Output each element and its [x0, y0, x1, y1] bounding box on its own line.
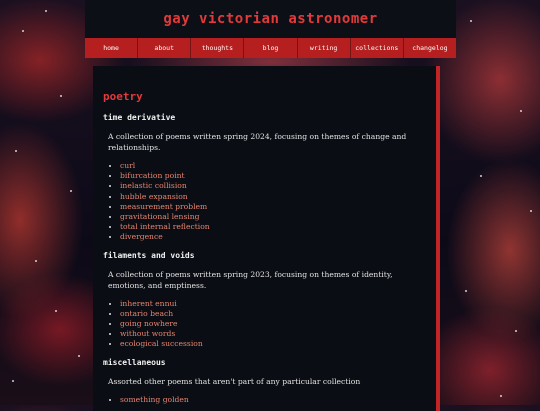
poem-link[interactable]: gravitational lensing [120, 212, 200, 222]
nav-writing[interactable]: writing [298, 38, 351, 58]
list-item [120, 232, 426, 242]
poem-link[interactable]: ecological succession [120, 339, 203, 349]
site-title[interactable]: gay victorian astronomer [163, 11, 378, 27]
list-item [120, 339, 426, 349]
main-nav [85, 38, 456, 58]
list-item [120, 222, 426, 232]
section-heading: miscellaneous [103, 357, 166, 367]
poem-link[interactable]: measurement problem [120, 201, 208, 211]
poem-link[interactable]: hubble expansion [120, 191, 188, 201]
section-heading: time derivative [103, 113, 176, 122]
poem-list [103, 161, 426, 243]
poem-link[interactable]: total internal reflection [120, 222, 210, 232]
section-description: Assorted other poems that aren't part of any particular collection [108, 376, 361, 386]
list-item [120, 212, 426, 222]
list-item [120, 192, 426, 202]
poem-link[interactable]: curl [120, 161, 136, 170]
nav-blog[interactable]: blog [244, 38, 297, 58]
list-item [120, 171, 426, 181]
list-item [120, 299, 426, 309]
nav-thoughts[interactable]: thoughts [191, 38, 244, 58]
poem-list [103, 395, 426, 405]
page-title: poetry [103, 90, 143, 103]
content-panel [93, 66, 440, 411]
poem-link[interactable]: divergence [120, 232, 163, 242]
list-item [120, 309, 426, 319]
poem-link[interactable]: ontario beach [120, 308, 174, 318]
list-item [120, 202, 426, 212]
list-item [120, 319, 426, 329]
nav-home[interactable]: home [85, 38, 138, 58]
poem-link[interactable]: going nowhere [120, 319, 178, 329]
section-description: A collection of poems written spring 2023, focusing on themes of identity, emotions, and emptiness. [108, 269, 393, 290]
poem-link[interactable]: bifurcation point [120, 171, 185, 181]
section-heading: filaments and voids [103, 250, 195, 260]
poem-link[interactable]: inherent ennui [120, 298, 177, 308]
nav-collections[interactable]: collections [351, 38, 404, 58]
poem-link[interactable]: without words [120, 329, 176, 339]
poem-link[interactable]: inelastic collision [120, 181, 187, 191]
poem-link[interactable]: something golden [120, 394, 189, 404]
nav-about[interactable]: about [138, 38, 191, 58]
list-item [120, 329, 426, 339]
nav-changelog[interactable]: changelog [412, 44, 448, 52]
list-item [120, 161, 426, 171]
section-description: A collection of poems written spring 2024, focusing on themes of change and relationships. [108, 132, 407, 152]
list-item [120, 395, 426, 405]
poem-list [103, 299, 426, 350]
site-header [85, 0, 456, 38]
list-item [120, 181, 426, 191]
